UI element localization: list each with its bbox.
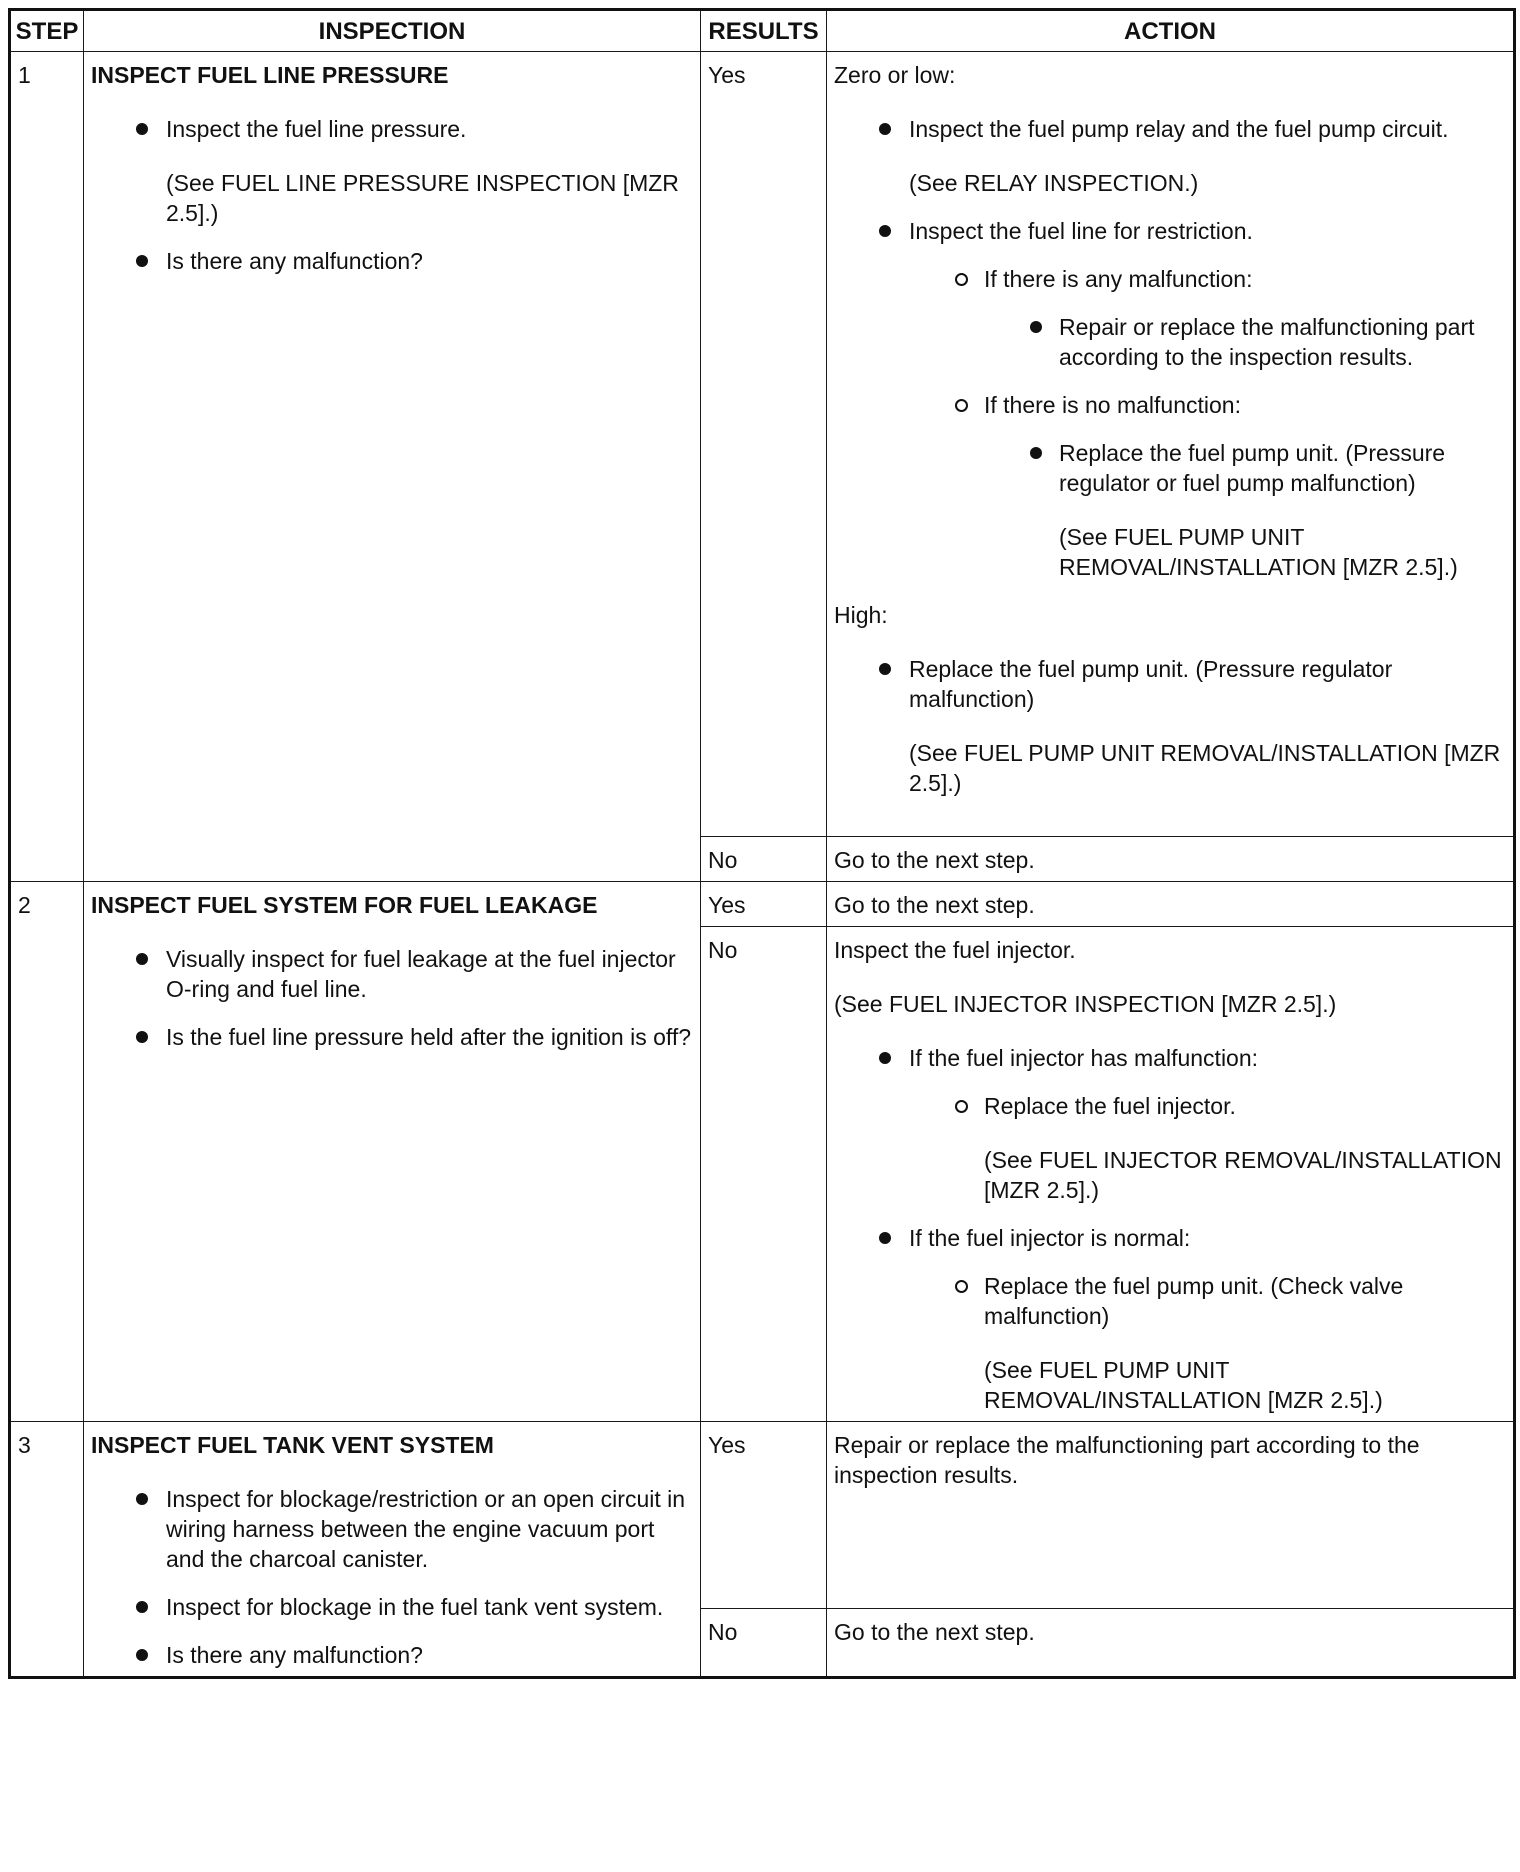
list-item <box>984 438 1506 582</box>
header-action: ACTION <box>827 10 1515 52</box>
item-text: Replace the fuel pump unit. (Pressure regulator or fuel pump malfunction) <box>1059 440 1446 496</box>
bullet-icon <box>136 255 148 267</box>
circle-bullet-icon <box>955 399 968 412</box>
list-item <box>834 1223 1506 1415</box>
sub-sub-list <box>984 312 1506 372</box>
list-item <box>91 1484 693 1574</box>
sub-list <box>909 1091 1506 1205</box>
header-inspection: INSPECTION <box>84 10 701 52</box>
step-2-inspection <box>84 882 701 1422</box>
bullet-icon <box>136 1601 148 1613</box>
sub-sub-list <box>984 438 1506 582</box>
list-item <box>909 390 1506 582</box>
bullet-icon <box>879 123 891 135</box>
action-text: Repair or replace the malfunctioning part according to the inspection results. <box>827 1422 1515 1609</box>
list-item <box>909 264 1506 372</box>
list-item <box>834 654 1506 798</box>
bullet-icon <box>1030 321 1042 333</box>
action-line: (See FUEL INJECTOR INSPECTION [MZR 2.5].) <box>834 991 1337 1017</box>
item-note: (See FUEL LINE PRESSURE INSPECTION [MZR 2.5].) <box>166 170 679 226</box>
item-text: If there is no malfunction: <box>984 392 1241 418</box>
high-label: High: <box>834 602 888 628</box>
list-item <box>91 1592 693 1622</box>
step-title: INSPECT FUEL SYSTEM FOR FUEL LEAKAGE <box>91 892 598 918</box>
action-list <box>834 654 1506 798</box>
result-yes: Yes <box>701 52 827 837</box>
list-item <box>834 216 1506 582</box>
bullet-icon <box>136 123 148 135</box>
action-text: Go to the next step. <box>827 837 1515 882</box>
step-number: 2 <box>10 882 84 1422</box>
list-item <box>91 1640 693 1670</box>
sub-list <box>909 1271 1506 1415</box>
step-title: INSPECT FUEL TANK VENT SYSTEM <box>91 1432 494 1458</box>
list-item <box>834 114 1506 198</box>
step-number: 1 <box>10 52 84 882</box>
list-item <box>834 1043 1506 1205</box>
item-note: (See FUEL PUMP UNIT REMOVAL/INSTALLATION [MZR 2.5].) <box>909 740 1501 796</box>
step-2-no-action <box>827 927 1515 1422</box>
step-title: INSPECT FUEL LINE PRESSURE <box>91 62 449 88</box>
header-row <box>10 10 1515 52</box>
action-list <box>834 114 1506 582</box>
diagnostic-table <box>8 8 1516 1679</box>
item-text: Inspect for blockage/restriction or an open circuit in wiring harness between the engine vacuum port and the charcoal canister. <box>166 1486 686 1572</box>
step-3-yes-row <box>10 1422 1515 1609</box>
action-text: Go to the next step. <box>827 882 1515 927</box>
bullet-icon <box>879 1052 891 1064</box>
list-item <box>909 1091 1506 1205</box>
action-line: Inspect the fuel injector. <box>834 937 1076 963</box>
item-text: Inspect the fuel line for restriction. <box>909 218 1253 244</box>
item-text: Is there any malfunction? <box>166 248 423 274</box>
item-note: (See RELAY INSPECTION.) <box>909 170 1199 196</box>
item-text: If there is any malfunction: <box>984 266 1253 292</box>
item-note: (See FUEL PUMP UNIT REMOVAL/INSTALLATION [MZR 2.5].) <box>984 1357 1383 1413</box>
step-2-yes-row <box>10 882 1515 927</box>
bullet-icon <box>136 1493 148 1505</box>
result-yes: Yes <box>701 882 827 927</box>
item-text: Is the fuel line pressure held after the ignition is off? <box>166 1024 692 1050</box>
list-item <box>91 246 693 276</box>
step-number: 3 <box>10 1422 84 1678</box>
bullet-icon <box>136 1649 148 1661</box>
item-text: If the fuel injector has malfunction: <box>909 1045 1259 1071</box>
bullet-icon <box>879 1232 891 1244</box>
zero-low-label: Zero or low: <box>834 62 956 88</box>
bullet-icon <box>136 1031 148 1043</box>
result-no: No <box>701 1609 827 1678</box>
header-results: RESULTS <box>701 10 827 52</box>
step-1-inspection <box>84 52 701 882</box>
action-text: Go to the next step. <box>827 1609 1515 1678</box>
item-note: (See FUEL PUMP UNIT REMOVAL/INSTALLATION [MZR 2.5].) <box>1059 524 1458 580</box>
list-item <box>909 1271 1506 1415</box>
item-text: Inspect the fuel line pressure. <box>166 116 467 142</box>
inspection-list <box>91 944 693 1052</box>
list-item <box>91 1022 693 1052</box>
item-text: Is there any malfunction? <box>166 1642 423 1668</box>
list-item <box>91 114 693 228</box>
circle-bullet-icon <box>955 273 968 286</box>
item-text: Replace the fuel injector. <box>984 1093 1236 1119</box>
inspection-list <box>91 1484 693 1670</box>
item-text: Replace the fuel pump unit. (Check valve malfunction) <box>984 1273 1404 1329</box>
circle-bullet-icon <box>955 1100 968 1113</box>
list-item <box>91 944 693 1004</box>
bullet-icon <box>1030 447 1042 459</box>
step-1-yes-action <box>827 52 1515 837</box>
item-note: (See FUEL INJECTOR REMOVAL/INSTALLATION [MZR 2.5].) <box>984 1147 1502 1203</box>
list-item <box>984 312 1506 372</box>
result-no: No <box>701 927 827 1422</box>
bullet-icon <box>879 225 891 237</box>
step-3-inspection <box>84 1422 701 1678</box>
item-text: Repair or replace the malfunctioning part according to the inspection results. <box>1059 314 1475 370</box>
step-1-yes-row <box>10 52 1515 837</box>
header-step: STEP <box>10 10 84 52</box>
result-no: No <box>701 837 827 882</box>
inspection-list <box>91 114 693 276</box>
sub-list <box>909 264 1506 582</box>
item-text: If the fuel injector is normal: <box>909 1225 1191 1251</box>
action-list <box>834 1043 1506 1415</box>
item-text: Replace the fuel pump unit. (Pressure regulator malfunction) <box>909 656 1393 712</box>
circle-bullet-icon <box>955 1280 968 1293</box>
bullet-icon <box>879 663 891 675</box>
bullet-icon <box>136 953 148 965</box>
item-text: Visually inspect for fuel leakage at the fuel injector O-ring and fuel line. <box>166 946 676 1002</box>
item-text: Inspect for blockage in the fuel tank vent system. <box>166 1594 664 1620</box>
item-text: Inspect the fuel pump relay and the fuel pump circuit. <box>909 116 1449 142</box>
result-yes: Yes <box>701 1422 827 1609</box>
